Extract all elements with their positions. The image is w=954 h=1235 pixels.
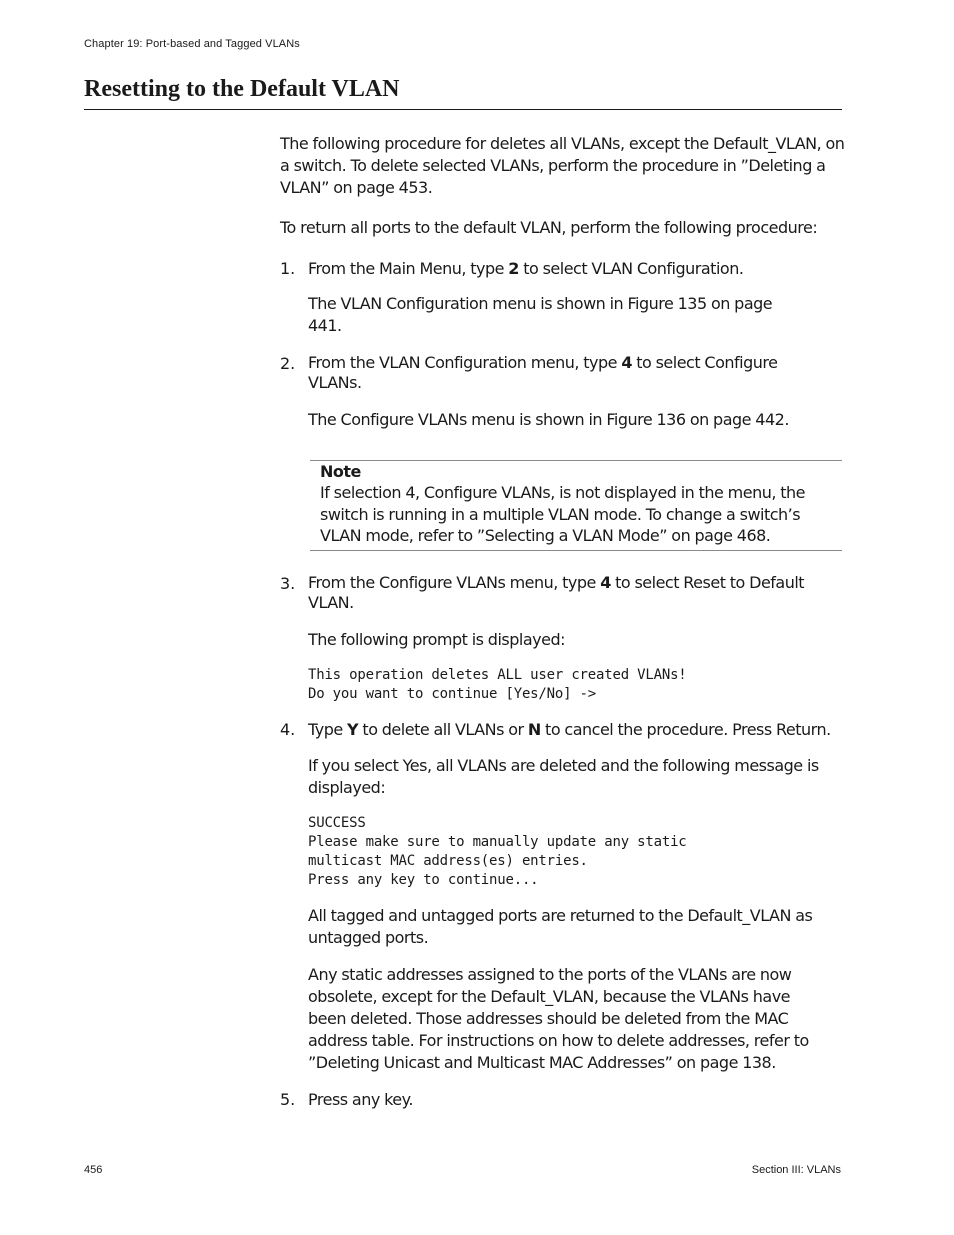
step-5-text: Press any key. [308, 1090, 413, 1109]
step-1-text: From the Main Menu, type 2 to select VLAN Configuration. [308, 259, 744, 278]
note-heading: Note [320, 462, 361, 481]
note-top-rule [310, 460, 842, 461]
prompt-line-1: This operation deletes ALL user created VLANs! [308, 667, 687, 683]
step-1-number: 1. [280, 259, 296, 278]
prompt-line-2: Do you want to continue [Yes/No] -> [308, 686, 597, 702]
message-line-3: multicast MAC address(es) entries. [308, 853, 588, 869]
note-body: If selection 4, Configure VLANs, is not displayed in the menu, the switch is running in a multiple VLAN mode. To change a switch’s VLAN mode, refer to ”Selecting a VLAN Mode” on page 468. [320, 483, 805, 545]
page-number: 456 [84, 1164, 103, 1176]
step-4-number: 4. [280, 720, 296, 739]
section-title: Resetting to the Default VLAN [84, 76, 400, 102]
step-4-followup: If you select Yes, all VLANs are deleted and the following message is displayed: [308, 756, 819, 797]
step-3-key: 4 [600, 573, 611, 592]
step-4-after-2: Any static addresses assigned to the ports of the VLANs are now obsolete, except for the Default_VLAN, because the VLANs have been deleted. Those addresses should be deleted from the MAC address table. For instructions on how to delete addresses, refer to ”Deleting Unicast and Multicast MAC Addresses” on page 138. [308, 965, 809, 1072]
intro-paragraph-2: To return all ports to the default VLAN, perform the following procedure: [280, 218, 818, 237]
title-rule [84, 109, 842, 110]
message-line-2: Please make sure to manually update any static [308, 834, 687, 850]
footer-section: Section III: VLANs [751, 1164, 841, 1176]
note-bottom-rule [310, 550, 842, 551]
intro-paragraph-1: The following procedure for deletes all VLANs, except the Default_VLAN, on a switch. To delete selected VLANs, perform the procedure in ”Deleting a VLAN” on page 453. [280, 134, 845, 197]
step-3-number: 3. [280, 574, 296, 593]
step-4-after-1: All tagged and untagged ports are returned to the Default_VLAN as untagged ports. [308, 906, 813, 947]
step-2-text: From the VLAN Configuration menu, type 4 to select Configure VLANs. [308, 353, 778, 392]
step-2-followup: The Configure VLANs menu is shown in Figure 136 on page 442. [308, 410, 789, 429]
step-3-followup: The following prompt is displayed: [308, 630, 566, 649]
step-1-followup: The VLAN Configuration menu is shown in Figure 135 on page 441. [308, 294, 773, 335]
step-2-key: 4 [621, 353, 632, 372]
step-2-number: 2. [280, 354, 296, 373]
step-5-number: 5. [280, 1090, 296, 1109]
step-4-key-yes: Y [347, 720, 359, 739]
step-3-text: From the Configure VLANs menu, type 4 to select Reset to Default VLAN. [308, 573, 805, 612]
step-4-text: Type Y to delete all VLANs or N to cancel the procedure. Press Return. [308, 720, 831, 739]
message-line-1: SUCCESS [308, 815, 366, 831]
running-header: Chapter 19: Port-based and Tagged VLANs [84, 38, 300, 50]
step-4-key-no: N [527, 720, 541, 739]
step-1-key: 2 [508, 259, 519, 278]
message-line-4: Press any key to continue... [308, 872, 539, 888]
